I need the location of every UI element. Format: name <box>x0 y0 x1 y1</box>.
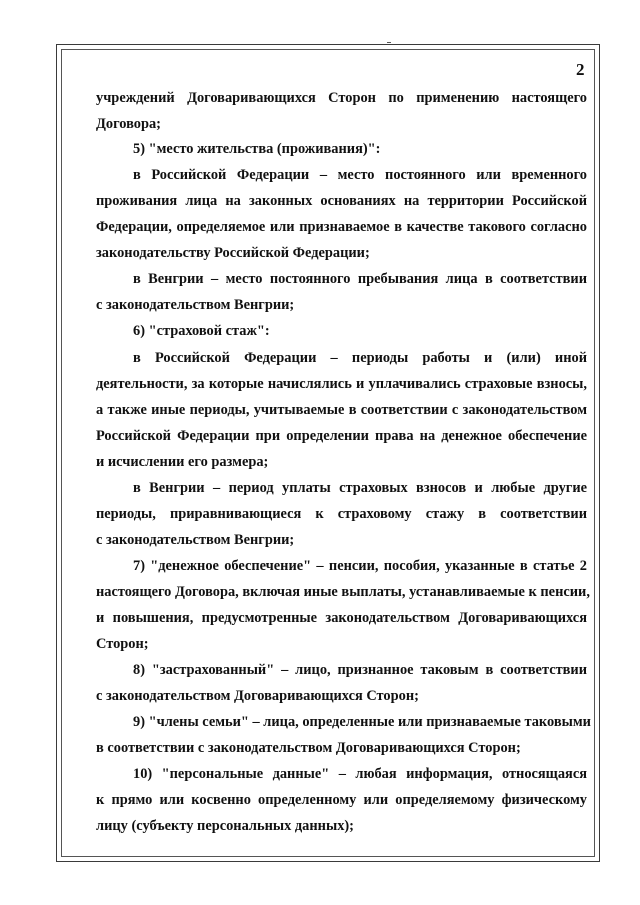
text-line: деятельности, за которые начислялись и уплачивались страховые взносы, <box>96 376 587 392</box>
text-line: учреждений Договаривающихся Сторон по применению настоящего <box>96 90 587 106</box>
text-line: в Венгрии – место постоянного пребывания лица в соответствии <box>133 271 587 287</box>
text-line: и повышения, предусмотренные законодательством Договаривающихся <box>96 610 587 626</box>
list-item-heading: 9) "члены семьи" – лица, определенные или признаваемые таковыми <box>133 714 591 730</box>
text-line: с законодательством Венгрии; <box>96 297 295 313</box>
text-line: Российской Федерации при определении права на денежное обеспечение <box>96 428 587 444</box>
text-line: Договора; <box>96 116 161 132</box>
text-line: проживания лица на законных основаниях на территории Российской <box>96 193 587 209</box>
text-line: к прямо или косвенно определенному или определяемому физическому <box>96 792 587 808</box>
text-line: с законодательством Договаривающихся Сторон; <box>96 688 419 704</box>
list-item-heading: 10) "персональные данные" – любая информация, относящаяся <box>133 766 587 782</box>
text-line: лицу (субъекту персональных данных); <box>96 818 354 834</box>
text-line: Федерации, определяемое или признаваемое в качестве такового согласно <box>96 219 587 235</box>
text-line: Сторон; <box>96 636 149 652</box>
list-item-heading: 7) "денежное обеспечение" – пенсии, пособия, указанные в статье 2 <box>133 558 587 574</box>
text-line: в Российской Федерации – место постоянного или временного <box>133 167 587 183</box>
text-line: периоды, приравнивающиеся к страховому стажу в соответствии <box>96 506 587 522</box>
list-item-heading: 6) "страховой стаж": <box>133 323 270 339</box>
scan-mark <box>387 42 391 43</box>
list-item-heading: 5) "место жительства (проживания)": <box>133 141 381 157</box>
list-item-heading: 8) "застрахованный" – лицо, признанное таковым в соответствии <box>133 662 587 678</box>
text-line: в соответствии с законодательством Договаривающихся Сторон; <box>96 740 521 756</box>
text-line: настоящего Договора, включая иные выплаты, устанавливаемые к пенсии, <box>96 584 590 600</box>
text-line: законодательству Российской Федерации; <box>96 245 370 261</box>
text-line: а также иные периоды, учитываемые в соответствии с законодательством <box>96 402 587 418</box>
text-line: и исчислении его размера; <box>96 454 269 470</box>
text-line: с законодательством Венгрии; <box>96 532 295 548</box>
page-number: 2 <box>576 60 585 79</box>
text-line: в Российской Федерации – периоды работы и (или) иной <box>133 350 587 366</box>
text-line: в Венгрии – период уплаты страховых взносов и любые другие <box>133 480 587 496</box>
